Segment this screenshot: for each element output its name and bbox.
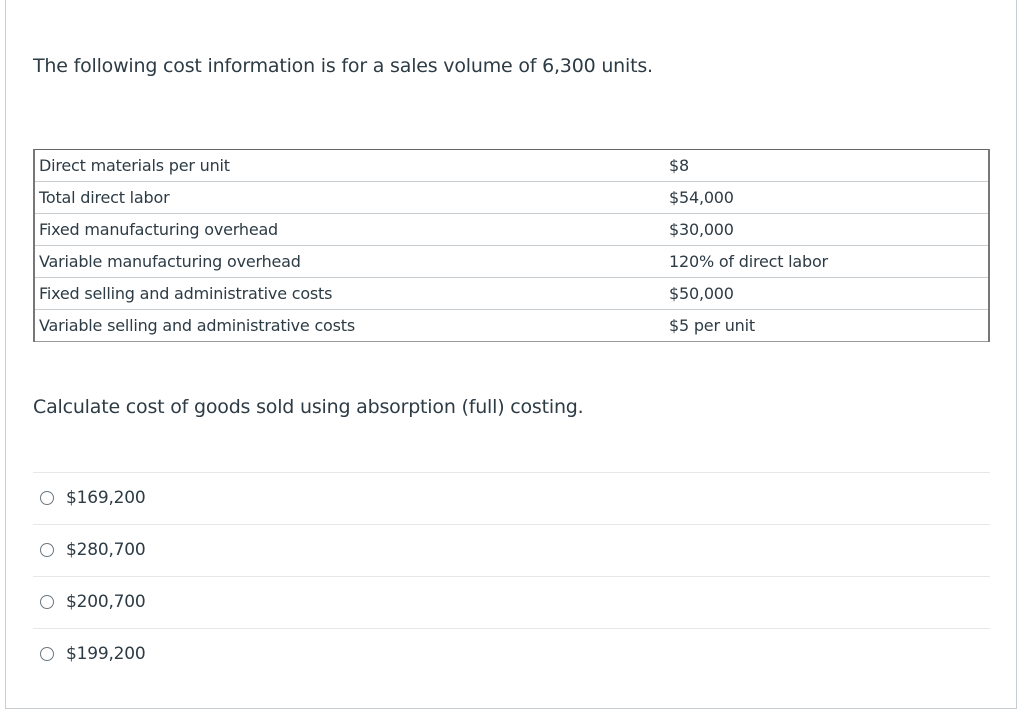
answer-label: $200,700 bbox=[66, 592, 146, 612]
table-row bbox=[34, 182, 989, 214]
answer-label: $169,200 bbox=[66, 488, 146, 508]
cost-value: $5 per unit bbox=[663, 310, 989, 342]
table-row bbox=[34, 214, 989, 246]
cost-label: Variable selling and administrative costs bbox=[34, 310, 663, 342]
cost-value: 120% of direct labor bbox=[663, 246, 989, 278]
cost-label: Total direct labor bbox=[34, 182, 663, 214]
cost-label: Fixed selling and administrative costs bbox=[34, 278, 663, 310]
radio-button[interactable] bbox=[40, 491, 54, 505]
table-row bbox=[34, 246, 989, 278]
cost-label: Variable manufacturing overhead bbox=[34, 246, 663, 278]
radio-button[interactable] bbox=[40, 647, 54, 661]
cost-value: $8 bbox=[663, 150, 989, 182]
answer-option[interactable] bbox=[33, 628, 990, 679]
question-prompt: Calculate cost of goods sold using absorption (full) costing. bbox=[33, 396, 584, 418]
answer-options bbox=[33, 472, 990, 679]
radio-button[interactable] bbox=[40, 543, 54, 557]
radio-button[interactable] bbox=[40, 595, 54, 609]
answer-label: $280,700 bbox=[66, 540, 146, 560]
table-row bbox=[34, 310, 989, 342]
cost-value: $54,000 bbox=[663, 182, 989, 214]
question-intro: The following cost information is for a sales volume of 6,300 units. bbox=[33, 55, 653, 77]
answer-option[interactable] bbox=[33, 576, 990, 627]
table-row bbox=[34, 150, 989, 182]
answer-label: $199,200 bbox=[66, 644, 146, 664]
answer-option[interactable] bbox=[33, 524, 990, 575]
cost-value: $50,000 bbox=[663, 278, 989, 310]
cost-value: $30,000 bbox=[663, 214, 989, 246]
table-row bbox=[34, 278, 989, 310]
cost-information-table bbox=[33, 149, 990, 342]
cost-label: Fixed manufacturing overhead bbox=[34, 214, 663, 246]
cost-label: Direct materials per unit bbox=[34, 150, 663, 182]
answer-option[interactable] bbox=[33, 472, 990, 523]
